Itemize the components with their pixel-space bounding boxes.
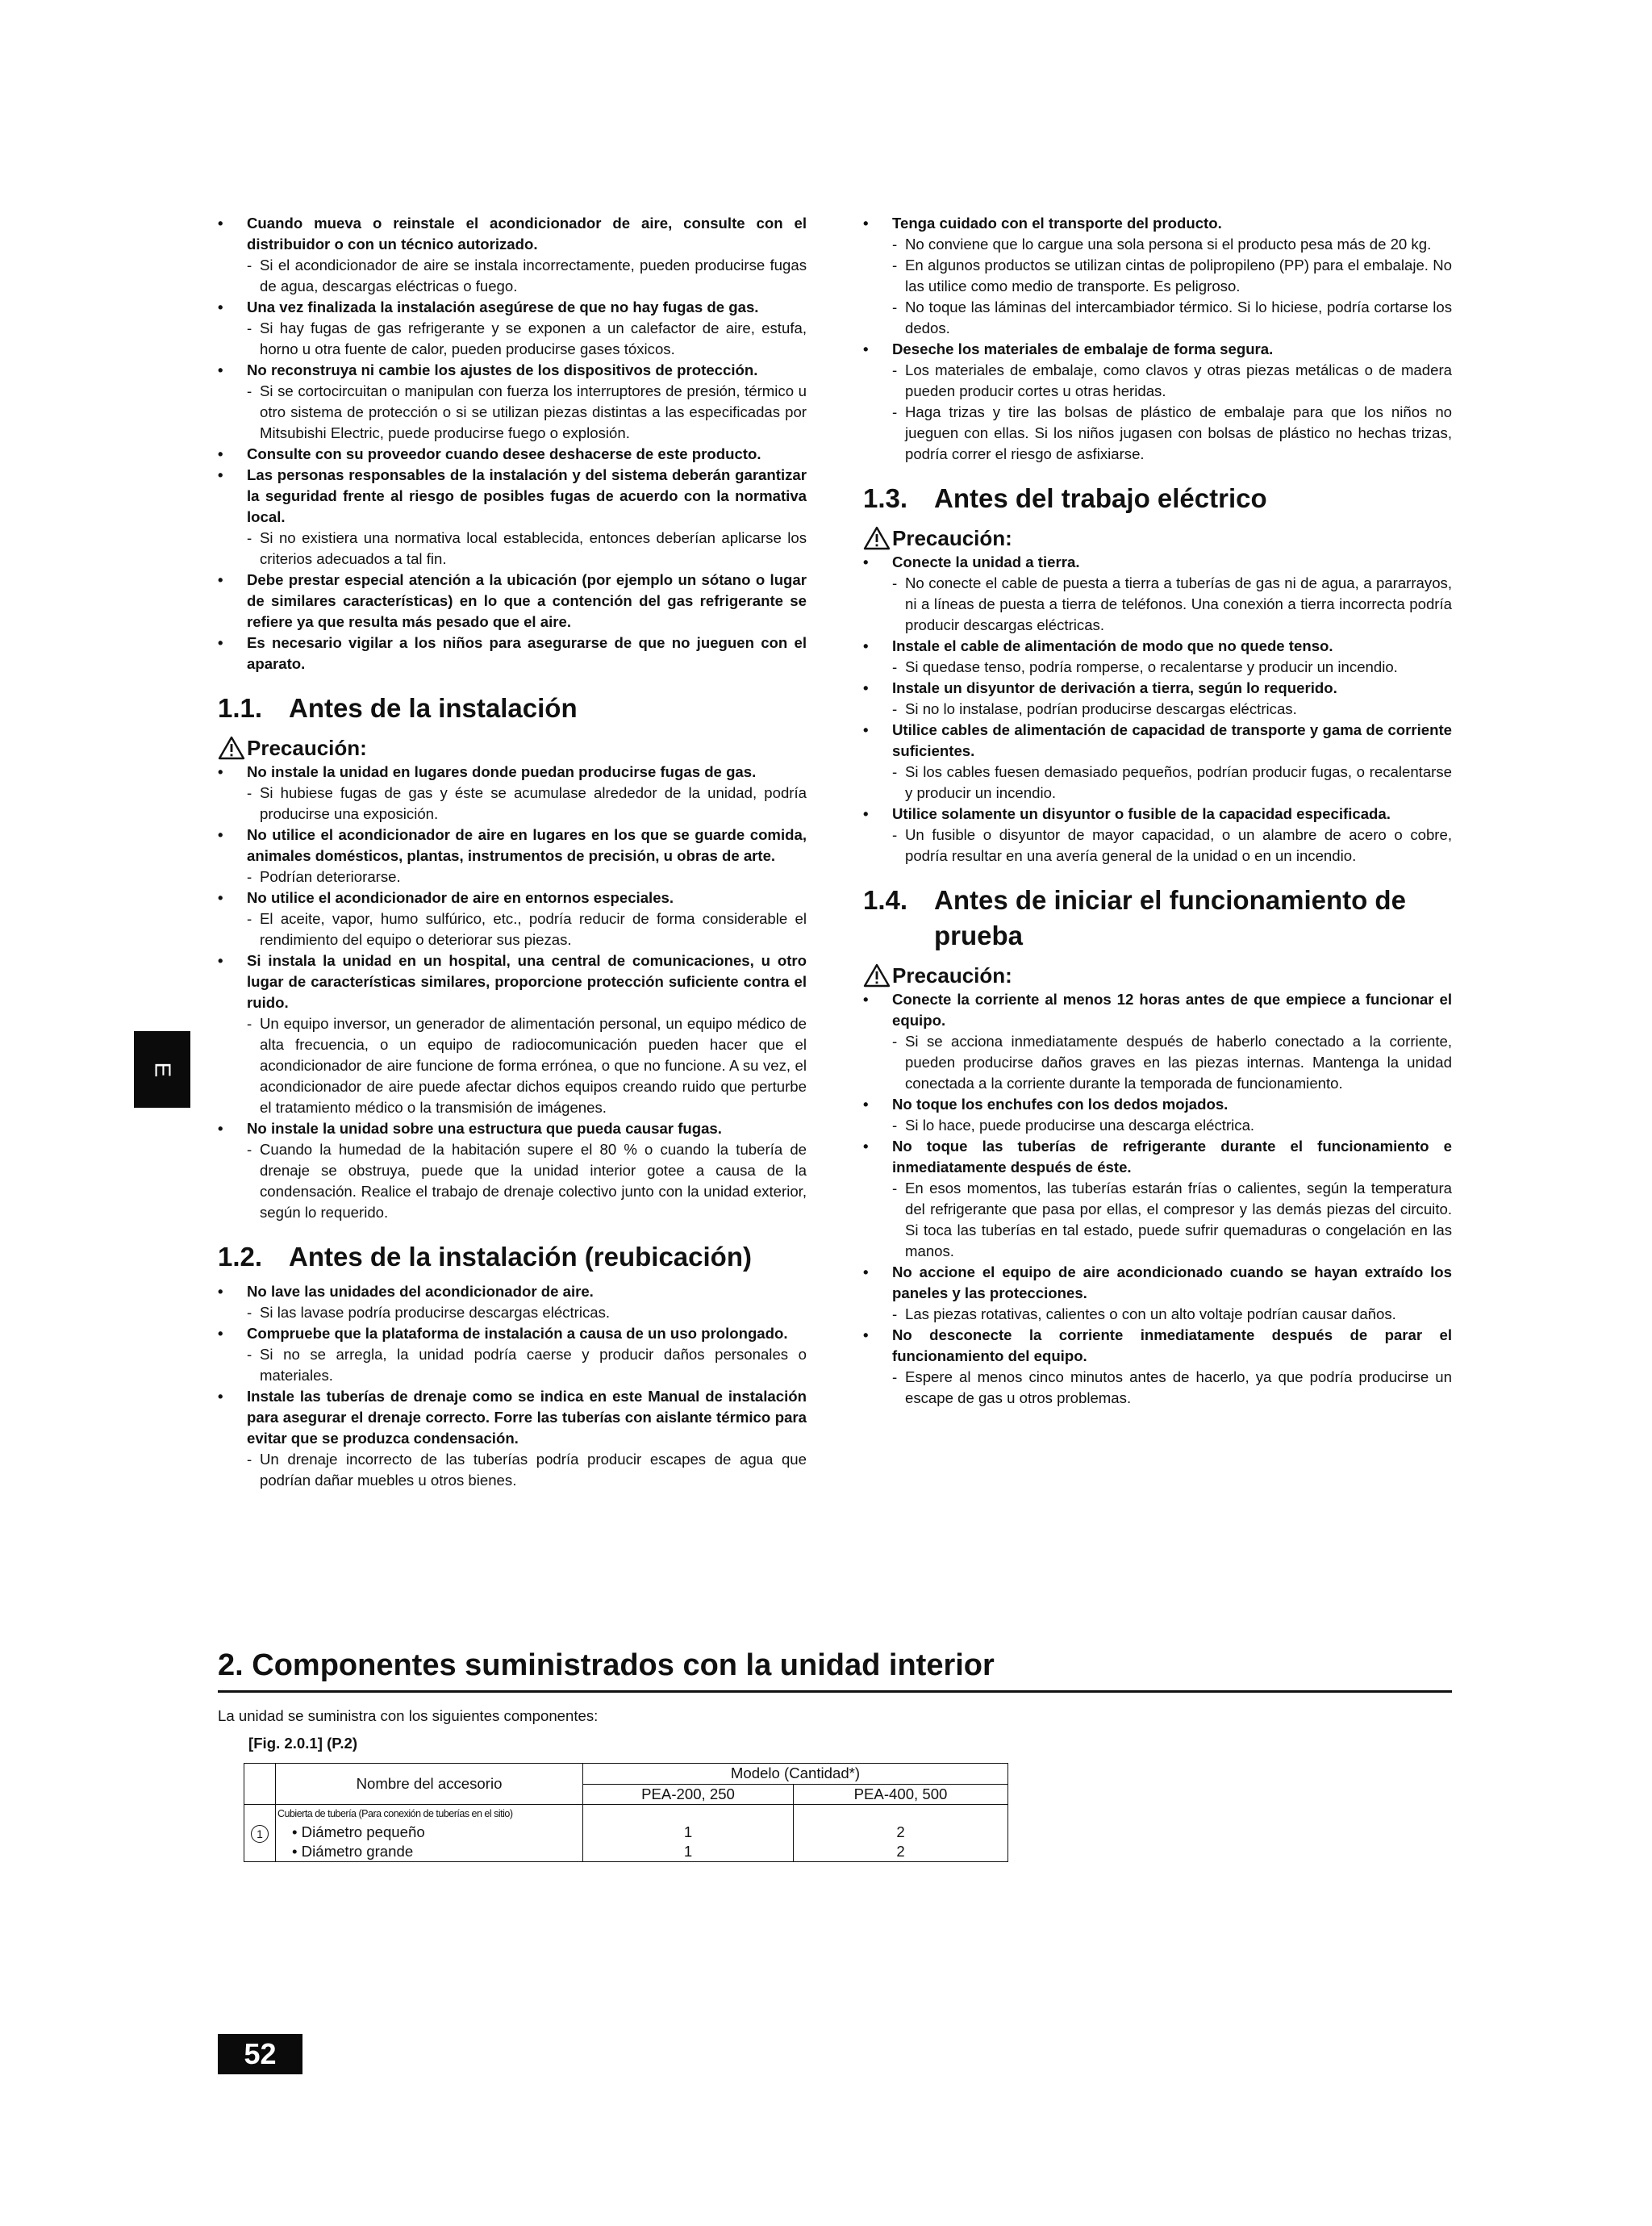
table-corner <box>244 1764 276 1805</box>
table-row <box>244 1805 1008 1862</box>
row-accessory-name <box>276 1805 583 1862</box>
sub-item: - En algunos productos se utilizan cintas de polipropileno (PP) para el embalaje. No las utilice como medio de transporte. Es peligroso. <box>892 255 1452 297</box>
item-heading: • Deseche los materiales de embalaje de forma segura. <box>892 340 1274 357</box>
sub-list <box>892 825 1452 867</box>
sub-list <box>247 528 807 570</box>
sub-item: - Si no lo instalase, podrían producirse descargas eléctricas. <box>892 699 1452 720</box>
section-title: Antes de iniciar el funcionamiento de prueba <box>934 885 1406 950</box>
list-item <box>863 1094 1452 1136</box>
section-number: 1.3. <box>863 483 908 513</box>
sub-item: - Si lo hace, puede producirse una descarga eléctrica. <box>892 1115 1452 1136</box>
list-item <box>218 360 807 444</box>
row-item-label: • Diámetro grande <box>292 1843 414 1860</box>
list-item <box>218 570 807 633</box>
item-heading: • Debe prestar especial atención a la ubicación (por ejemplo un sótano o lugar de similares características) en lo que a contención del gas refrigerante se refiere ya que resulta más pesado que el aire. <box>247 571 807 630</box>
list-item <box>863 678 1452 720</box>
circled-number: 1 <box>251 1825 269 1843</box>
item-heading: • Una vez finalizada la instalación asegúrese de que no hay fugas de gas. <box>247 299 759 315</box>
caution-label: Precaución: <box>218 734 807 762</box>
header-model-b: PEA-400, 500 <box>794 1784 1008 1805</box>
item-heading: • Si instala la unidad en un hospital, una central de comunicaciones, u otro lugar de características similares, proporcione protección suficiente contra el ruido. <box>247 952 807 1011</box>
section-2 <box>218 1642 1452 1752</box>
list-item <box>218 1323 807 1386</box>
sub-list <box>247 1302 807 1323</box>
item-heading: • Utilice solamente un disyuntor o fusible de la capacidad especificada. <box>892 805 1391 822</box>
header-accessory-name: Nombre del accesorio <box>276 1764 583 1805</box>
item-heading: • No lave las unidades del acondicionador de aire. <box>247 1283 594 1300</box>
sub-item: - Los materiales de embalaje, como clavos y otras piezas metálicas o de madera pueden producir cortes u otras heridas. <box>892 360 1452 402</box>
figure-reference: [Fig. 2.0.1] (P.2) <box>248 1735 358 1752</box>
item-heading: • No reconstruya ni cambie los ajustes de los dispositivos de protección. <box>247 361 758 378</box>
sub-list <box>892 573 1452 636</box>
list-item <box>218 950 807 1118</box>
sub-item: - Podrían deteriorarse. <box>247 867 807 887</box>
item-heading: • No instale la unidad sobre una estructura que pueda causar fugas. <box>247 1120 722 1137</box>
list-item <box>218 1118 807 1223</box>
row-qty-b <box>794 1805 1008 1862</box>
sub-item: - No conecte el cable de puesta a tierra a tuberías de gas ni de agua, a pararrayos, ni a líneas de puesta a tierra de teléfonos. Una conexión a tierra incorrecta podría producir descargas eléctricas. <box>892 573 1452 636</box>
list-item <box>863 720 1452 804</box>
qty-value: 2 <box>896 1823 905 1840</box>
section-1-4-heading <box>863 883 1452 954</box>
item-heading: • Conecte la corriente al menos 12 horas antes de que empiece a funcionar el equipo. <box>892 991 1452 1029</box>
sub-item: - Un fusible o disyuntor de mayor capacidad, o un alambre de acero o cobre, podría resultar en una avería general de la unidad o en un incendio. <box>892 825 1452 867</box>
section-number: 1.2. <box>218 1242 263 1272</box>
sub-item: - Si no existiera una normativa local establecida, entonces deberían aplicarse los criterios adecuados a tal fin. <box>247 528 807 570</box>
list-item <box>218 1281 807 1323</box>
item-heading: • Cuando mueva o reinstale el acondicionador de aire, consulte con el distribuidor o con un técnico autorizado. <box>247 215 807 253</box>
sub-item: - Un equipo inversor, un generador de alimentación personal, un equipo médico de alta frecuencia, o un equipo de radiocomunicación pueden hacer que el acondicionador de aire funcione de forma errónea, o que no funcione. A su vez, el acondicionador de aire puede afectar dichos equipos creando ruido que perturbe el tratamiento médico o la transmisión de imágenes. <box>247 1013 807 1118</box>
list-item <box>863 636 1452 678</box>
sub-list <box>892 234 1452 339</box>
list-item <box>218 825 807 887</box>
list-item <box>863 1262 1452 1325</box>
sub-list <box>247 1139 807 1223</box>
sub-list <box>892 657 1452 678</box>
sub-list <box>892 360 1452 465</box>
item-heading: • No accione el equipo de aire acondicionado cuando se hayan extraído los paneles y las protecciones. <box>892 1263 1452 1301</box>
sub-item: - Si hay fugas de gas refrigerante y se exponen a un calefactor de aire, estufa, horno u otra fuente de calor, pueden producirse gases tóxicos. <box>247 318 807 360</box>
right-column <box>863 213 1452 1409</box>
sub-item: - Un drenaje incorrecto de las tuberías podría producir escapes de agua que podrían dañar muebles u otros bienes. <box>247 1449 807 1491</box>
warning-icon <box>218 736 245 760</box>
caution-label: Precaución: <box>863 962 1452 989</box>
sub-item: - Si las lavase podría producirse descargas eléctricas. <box>247 1302 807 1323</box>
sub-list <box>892 762 1452 804</box>
item-heading: • Tenga cuidado con el transporte del producto. <box>892 215 1222 232</box>
list-item <box>218 633 807 674</box>
sub-item: - Espere al menos cinco minutos antes de hacerlo, ya que podría producirse un escape de gas u otros problemas. <box>892 1367 1452 1409</box>
row-title: Cubierta de tubería (Para conexión de tuberías en el sitio) <box>277 1808 513 1819</box>
left-column <box>218 213 807 1491</box>
sub-item: - En esos momentos, las tuberías estarán frías o calientes, según la temperatura del refrigerante que pasa por ellas, el compresor y las demás piezas del circuito. Si toca las tuberías en tal estado, puede sufrir quemaduras o congelación en las manos. <box>892 1178 1452 1262</box>
section-title: Antes de la instalación <box>289 693 578 723</box>
language-tab <box>134 1031 190 1108</box>
list-item <box>863 213 1452 339</box>
section-number: 1.4. <box>863 885 908 915</box>
sub-item: - Si se cortocircuitan o manipulan con fuerza los interruptores de presión, térmico u otro sistema de protección o si se utilizan piezas distintas a las especificadas por Mitsubishi Electric, puede producirse fuego o explosión. <box>247 381 807 444</box>
qty-value: 1 <box>683 1843 693 1860</box>
list-item <box>863 1136 1452 1262</box>
item-heading: • Instale las tuberías de drenaje como se indica en este Manual de instalación para asegurar el drenaje correcto. Forre las tuberías con aislante térmico para evitar que se produzca condensación. <box>247 1388 807 1447</box>
warning-icon <box>863 526 891 550</box>
sub-list <box>247 255 807 297</box>
item-heading: • No toque los enchufes con los dedos mojados. <box>892 1096 1229 1113</box>
sub-item: - Las piezas rotativas, calientes o con un alto voltaje podrían causar daños. <box>892 1304 1452 1325</box>
item-heading: • Compruebe que la plataforma de instalación a causa de un uso prolongado. <box>247 1325 788 1342</box>
section-2-title: 2. Componentes suministrados con la unidad interior <box>218 1648 995 1682</box>
list-item <box>863 804 1452 867</box>
item-heading: • Instale el cable de alimentación de modo que no quede tenso. <box>892 637 1333 654</box>
list-item <box>218 1386 807 1491</box>
sub-list <box>247 783 807 825</box>
sub-list <box>247 1449 807 1491</box>
list-item <box>218 465 807 570</box>
list-item <box>218 213 807 297</box>
section-number: 1.1. <box>218 693 263 723</box>
item-heading: • No instale la unidad en lugares donde puedan producirse fugas de gas. <box>247 763 757 780</box>
caution-label: Precaución: <box>863 524 1452 552</box>
list-item <box>218 887 807 950</box>
item-heading: • Instale un disyuntor de derivación a tierra, según lo requerido. <box>892 679 1337 696</box>
sub-list <box>892 1178 1452 1262</box>
sub-item: - Si se acciona inmediatamente después de haberlo conectado a la corriente, pueden producirse daños graves en las piezas internas. Mantenga la unidad conectada a la corriente durante la temporada de funcionamiento. <box>892 1031 1452 1094</box>
page-number: 52 <box>218 2034 302 2074</box>
sub-list <box>247 381 807 444</box>
sub-list <box>247 1013 807 1118</box>
qty-value: 1 <box>683 1823 693 1840</box>
sub-list <box>247 318 807 360</box>
list-item <box>218 762 807 825</box>
sub-list <box>892 1304 1452 1325</box>
sub-list <box>892 1367 1452 1409</box>
section-1-2-heading <box>218 1239 807 1275</box>
list-item <box>863 1325 1452 1409</box>
list-item <box>863 339 1452 465</box>
sub-item: - El aceite, vapor, humo sulfúrico, etc., podría reducir de forma considerable el rendimiento del equipo o deteriorar sus piezas. <box>247 908 807 950</box>
item-heading: • Es necesario vigilar a los niños para asegurarse de que no jueguen con el aparato. <box>247 634 807 672</box>
warning-icon <box>863 963 891 988</box>
row-qty-a <box>583 1805 794 1862</box>
section-1-1-list <box>218 762 807 1223</box>
sub-item: - Si hubiese fugas de gas y éste se acumulase alrededor de la unidad, podría producirse una exposición. <box>247 783 807 825</box>
header-model-a: PEA-200, 250 <box>583 1784 794 1805</box>
list-item <box>218 444 807 465</box>
right-intro-list <box>863 213 1452 465</box>
item-heading: • Conecte la unidad a tierra. <box>892 553 1080 570</box>
sub-item: - Cuando la humedad de la habitación supere el 80 % o cuando la tubería de drenaje se obstruya, puede que la unidad interior gotee a causa de la condensación. Realice el trabajo de drenaje colectivo junto con la unidad exterior, según lo requerido. <box>247 1139 807 1223</box>
section-divider <box>218 1690 1452 1693</box>
qty-value: 2 <box>896 1843 905 1860</box>
item-heading: • No utilice el acondicionador de aire en lugares en los que se guarde comida, animales domésticos, plantas, instrumentos de precisión, u obras de arte. <box>247 826 807 864</box>
accessory-table <box>244 1763 1008 1862</box>
header-model: Modelo (Cantidad*) <box>583 1764 1008 1785</box>
sub-list <box>892 1115 1452 1136</box>
item-heading: • No desconecte la corriente inmediatamente después de parar el funcionamiento del equipo. <box>892 1326 1452 1364</box>
sub-item: - Si no se arregla, la unidad podría caerse y producir daños personales o materiales. <box>247 1344 807 1386</box>
list-item <box>863 552 1452 636</box>
item-heading: • No toque las tuberías de refrigerante durante el funcionamiento e inmediatamente después de éste. <box>892 1138 1452 1176</box>
sub-list <box>247 867 807 887</box>
sub-list <box>892 699 1452 720</box>
section-1-3-heading <box>863 481 1452 516</box>
sub-list <box>247 908 807 950</box>
left-intro-list <box>218 213 807 674</box>
sub-item: - Si los cables fuesen demasiado pequeños, podrían producir fugas, o recalentarse y producir un incendio. <box>892 762 1452 804</box>
section-1-4-list <box>863 989 1452 1409</box>
list-item <box>218 297 807 360</box>
sub-list <box>247 1344 807 1386</box>
sub-item: - No toque las láminas del intercambiador térmico. Si lo hiciese, podría cortarse los dedos. <box>892 297 1452 339</box>
sub-item: - Si el acondicionador de aire se instala incorrectamente, pueden producirse fugas de agua, descargas eléctricas o fuego. <box>247 255 807 297</box>
language-tab-label: E <box>150 1062 175 1077</box>
section-1-2-list <box>218 1281 807 1491</box>
row-index <box>244 1805 276 1862</box>
list-item <box>863 989 1452 1094</box>
section-1-3-list <box>863 552 1452 867</box>
sub-item: - No conviene que lo cargue una sola persona si el producto pesa más de 20 kg. <box>892 234 1452 255</box>
item-heading: • No utilice el acondicionador de aire en entornos especiales. <box>247 889 674 906</box>
sub-item: - Haga trizas y tire las bolsas de plástico de embalaje para que los niños no jueguen con ellas. Si los niños jugasen con bolsas de plástico no hechas trizas, podría correr el riesgo de asfixiarse. <box>892 402 1452 465</box>
section-title: Antes de la instalación (reubicación) <box>289 1242 752 1272</box>
sub-item: - Si quedase tenso, podría romperse, o recalentarse y producir un incendio. <box>892 657 1452 678</box>
sub-list <box>892 1031 1452 1094</box>
section-title: Antes del trabajo eléctrico <box>934 483 1267 513</box>
row-item-label: • Diámetro pequeño <box>292 1823 425 1840</box>
item-heading: • Consulte con su proveedor cuando desee deshacerse de este producto. <box>247 445 761 462</box>
section-2-intro: La unidad se suministra con los siguientes componentes: <box>218 1707 599 1724</box>
section-1-1-heading <box>218 691 807 726</box>
item-heading: • Utilice cables de alimentación de capacidad de transporte y gama de corriente suficientes. <box>892 721 1452 759</box>
item-heading: • Las personas responsables de la instalación y del sistema deberán garantizar la seguridad frente al riesgo de posibles fugas de acuerdo con la normativa local. <box>247 466 807 525</box>
